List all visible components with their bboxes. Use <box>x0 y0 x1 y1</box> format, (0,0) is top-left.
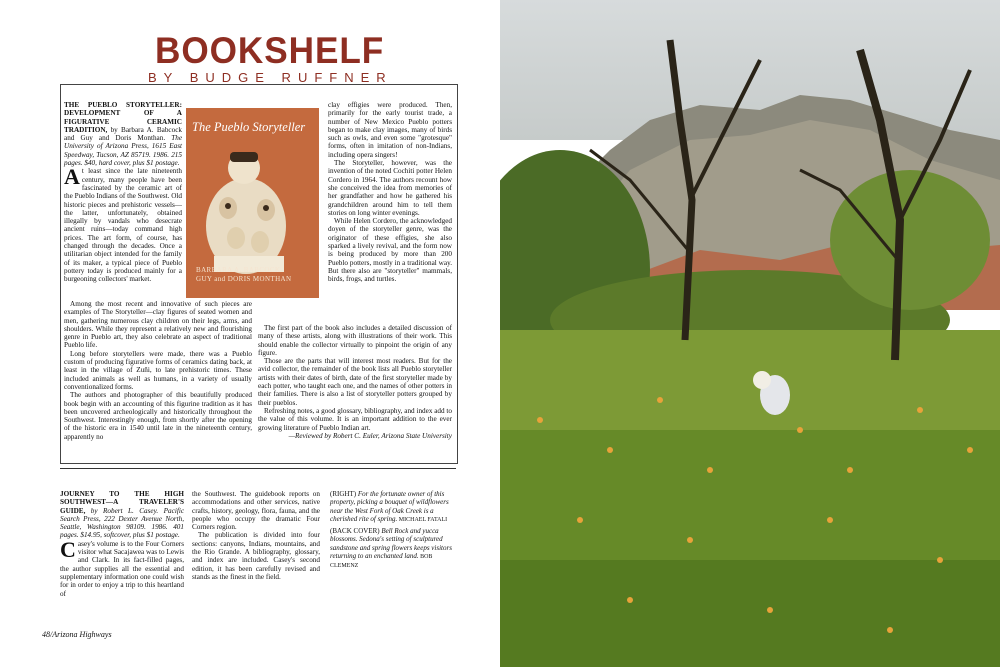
dropcap: A <box>64 164 80 190</box>
book-cover-authors <box>196 266 291 284</box>
review1-para: Those are the parts that will interest most readers. But for the avid collector, the remainder of the book lists all Pueblo storyteller artists with their dates of birth, date of the first storyteller made by each potter, who taught each one, and the names of other potters in their families. There is also a list of storyteller potters grouped by their pueblos. <box>258 357 452 407</box>
meadow-photo <box>500 0 1000 667</box>
review1-col1 <box>64 101 182 284</box>
review1-heading: THE PUEBLO STORYTELLER: DEVELOPMENT OF A FIGURATIVE CERAMIC TRADITION, <box>64 101 182 134</box>
book-cover-image <box>186 108 319 298</box>
book-cover-title: The Pueblo Storyteller <box>192 120 306 134</box>
reviewer-credit: —Reviewed by Robert C. Euler, Arizona State University <box>288 431 452 440</box>
caption-back-credit: BOB CLEMENZ <box>330 554 433 570</box>
review1-col1-lower <box>64 300 252 441</box>
caption-right-label: (RIGHT) <box>330 490 357 498</box>
review1-para: The first part of the book also includes a detailed discussion of many of these artists, along with illustrations of their work. This should enable the collector virtually to pinpoint the origin of any figure. <box>258 324 452 357</box>
review1-para: The authors and photographer of this beautifully produced book begin with an accounting of this figurine tradition as it has been uncovered archeologically and historically throughout the Southwest. Interestingly enough, from shortly after the opening of the historic era in 1540 until late in the nineteenth century, apparently no <box>64 391 252 441</box>
review1-para: The Storyteller, however, was the invention of the noted Cochiti potter Helen Cordero in 1964. The authors recount how she conceived the idea from memories of her grandfather and how he gathered his grandchildren around him to tell them stories on long winter evenings. <box>328 159 452 217</box>
review1-para: Refreshing notes, a good glossary, bibliography, and index add to the value of this volume. It is an important addition to the ever growing literature of Pueblo Indian art. <box>258 406 452 432</box>
landscape-illustration <box>500 0 1000 667</box>
review1-para: clay effigies were produced. Then, primarily for the early tourist trade, a number of New Mexico Pueblo potters began to make clay images, many of birds such as owls, and even some "grotesque" forms, often in imitation of non-Indians, including opera singers! <box>328 101 452 159</box>
review2-para: The publication is divided into four sections: canyons, Indians, mountains, and the Rio Grande. A bibliography, glossary, and index are included. Casey's second edition, it has been carefully revised and stands as the finest in the field. <box>192 531 320 581</box>
review1-para: While Helen Cordero, the acknowledged doyen of the storyteller genre, was the originator of these effigies, she also sparked a lively revival, and the form now is being produced by more than 200 Pueblo potters, mostly in a traditional way. But there also are "storyteller" mammals, birds, frogs, and turtles. <box>328 217 452 284</box>
review2-heading: JOURNEY TO THE HIGH SOUTHWEST—A TRAVELER'S GUIDE, <box>60 490 184 515</box>
review2-para: asey's volume is to the Four Corners visitor what Sacajawea was to Lewis and Clark. In its fact-filled pages, the author supplies all the essential and supplementary information one could wish for in order to enjoy a trip to this heartland of <box>60 539 184 598</box>
photo-captions <box>330 490 456 571</box>
review1-para: Among the most recent and innovative of such pieces are examples of The Storyteller—clay figures of seated women and men, gathering numerous clay children on their legs, arms, and shoulders. While they represent a relatively new and flourishing genre in Pueblo art, they also celebrate an aspect of traditional Pueblo life. <box>64 300 252 350</box>
review2-col2 <box>192 490 320 581</box>
caption-right-text: For the fortunate owner of this property, picking a bouquet of wildflowers near the West Fork of Oak Creek is a cherished rite of spring. <box>330 490 449 523</box>
page-title: BOOKSHELF <box>155 30 385 71</box>
caption-back-text: Bell Rock and yucca blossoms. Sedona's setting of sculptured sandstone and spring flowers keeps visitors returning to an enchanted land. <box>330 527 452 561</box>
review1-para: Long before storytellers were made, there was a Pueblo custom of producing figurative forms of ceramics dating back, at least in the village of Zuñi, to late prehistoric times. These included animals as well as humans, in a variety of usually conventionalized forms. <box>64 349 252 391</box>
review1-col2-lower <box>258 324 452 440</box>
review1-publisher: The University of Arizona Press, 1615 East Speedway, Tucson, AZ 85719. 1986. 215 pages. $40, hard cover, plus $1 postage. <box>64 134 183 168</box>
caption-back-label: (BACK COVER) <box>330 527 380 536</box>
byline: BY BUDGE RUFFNER <box>148 70 393 85</box>
book-cover-author-1: BARBARA A. BABCOCK <box>196 266 281 274</box>
caption-right-credit: MICHAEL FATALI <box>397 516 448 523</box>
review1-para: t least since the late nineteenth century, many people have been fascinated by the ceramic art of the Pueblo Indians of the Southwest. Old historic pieces and prehistoric vessels—the latter, unfortunately, obtained illegally by vandals who desecrate ancient ruins—today command high prices. The art form, of course, has changed through the decades. Once a utilitarian object intended for the family of its maker, a typical piece of Pueblo pottery today is produced mainly for a burgeoning collectors' market. <box>64 167 182 284</box>
section-divider <box>60 468 456 469</box>
review2-para: the Southwest. The guidebook reports on accommodations and other services, native crafts, history, geology, flora, fauna, and the people who occupy the dramatic Four Corners region. <box>192 490 320 532</box>
review1-col2 <box>328 101 452 284</box>
review1-authors: by Barbara A. Babcock and Guy and Doris Monthan. <box>64 125 182 143</box>
review2-publisher: Pacific Search Press, 222 Dexter Avenue North, Seattle, Washington 98109. 1986. 401 pages. $14.95, softcover, plus $1 postage. <box>60 506 185 540</box>
book-cover-author-2: GUY and DORIS MONTHAN <box>196 275 292 283</box>
review2-col1 <box>60 490 184 598</box>
review2-authors: by Robert L. Casey. <box>85 506 159 515</box>
dropcap: C <box>60 536 76 562</box>
page-footer: 48/Arizona Highways <box>42 630 112 639</box>
